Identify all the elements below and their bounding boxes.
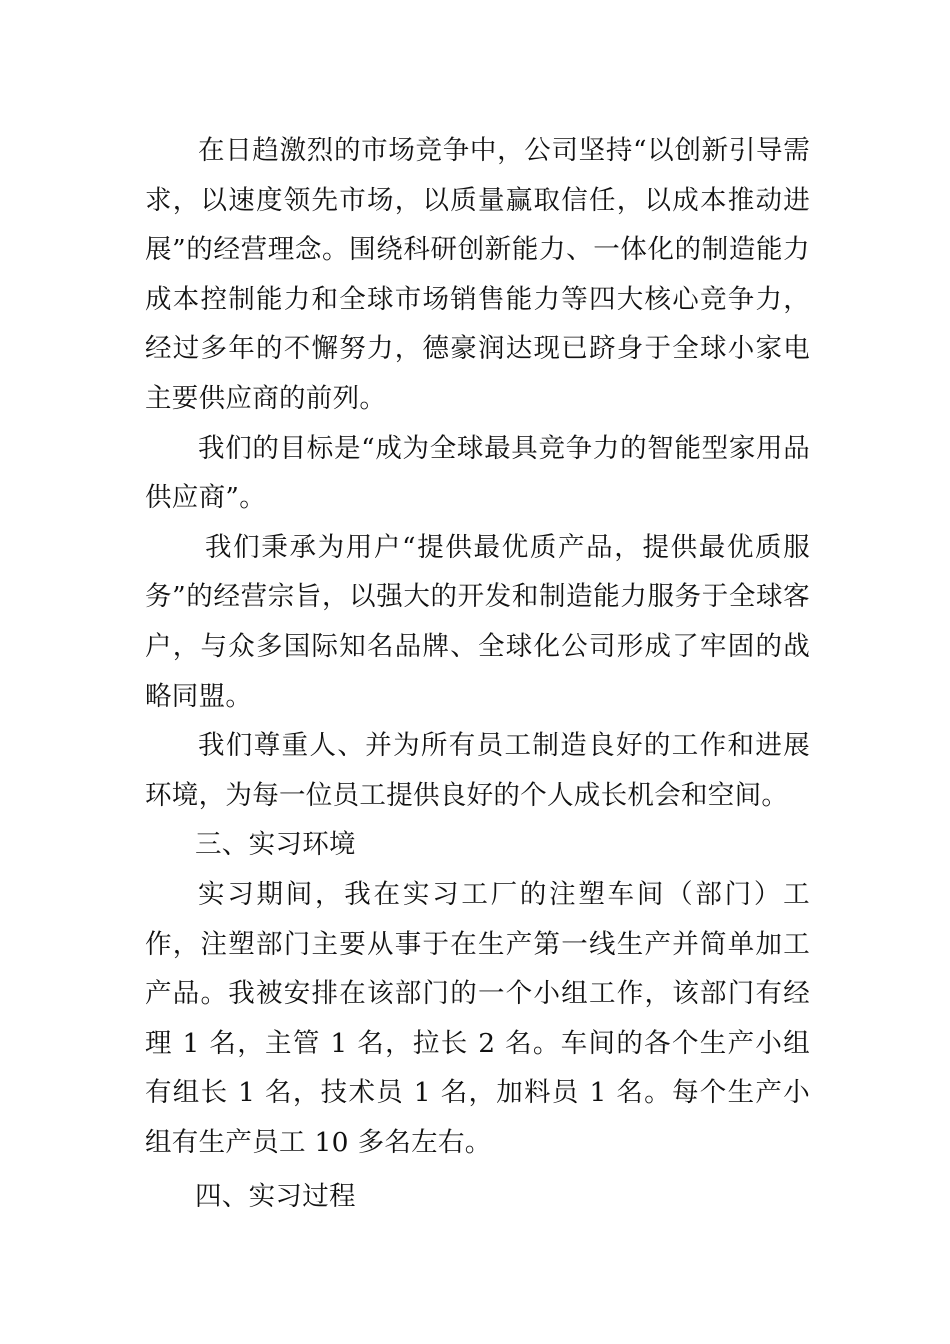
section-heading-internship-process: 四、实习过程 [195, 1181, 356, 1213]
paragraph-employee-care: 我们尊重人、并为所有员工制造良好的工作和进展环境，为每一位员工提供良好的个人成长机会和空间。 [145, 730, 810, 811]
paragraph-business-philosophy: 在日趋激烈的市场竞争中，公司坚持“以创新引导需求，以速度领先市场，以质量赢取信任，以成本推动进展”的经营理念。围绕科研创新能力、一体化的制造能力成本控制能力和全球市场销售能力等四大核心竞争力，经过多年的不懈努力，德豪润达现已跻身于全球小家电主要供应商的前列。 [145, 135, 810, 414]
paragraph-company-goal: 我们的目标是“成为全球最具竞争力的智能型家用品供应商”。 [145, 432, 810, 514]
section-heading-internship-environment: 三、实习环境 [195, 829, 356, 861]
paragraph-business-tenet: 我们秉承为用户“提供最优质产品，提供最优质服务”的经营宗旨，以强大的开发和制造能力服务于全球客户，与众多国际知名品牌、全球化公司形成了牢固的战略同盟。 [145, 531, 810, 712]
paragraph-internship-environment: 实习期间，我在实习工厂的注塑车间（部门）工作，注塑部门主要从事于在生产第一线生产并简单加工产品。我被安排在该部门的一个小组工作，该部门有经理 1 名，主管 1 名，拉长 2 名。车间的各个生产小组有组长 1 名，技术员 1 名，加料员 1 名。每个生产小组有生产员工 10 多名左右。 [145, 878, 810, 1158]
document-body [145, 126, 810, 1222]
